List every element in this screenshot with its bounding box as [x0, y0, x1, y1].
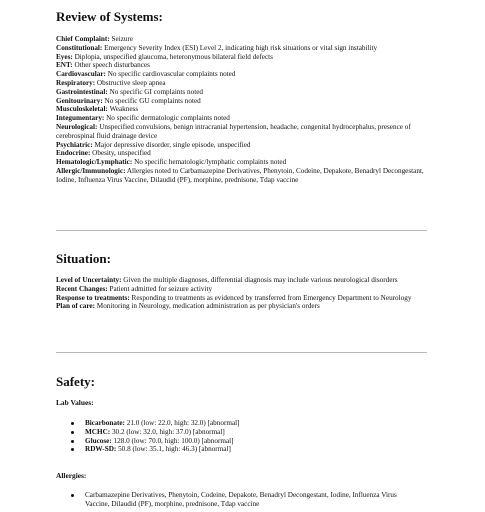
lab-value: 21.0 (low: 22.0, high: 32.0) [abnormal] — [124, 419, 240, 427]
row-value: Patient admitted for seizure activity — [107, 284, 213, 293]
allergy-item: Carbamazepine Derivatives, Phenytoin, Codeine, Depakote, Benadryl Decongestant, Iodine, Influenza Virus Vaccine, Dilaudid (PF), morphine, prednisone, Tdap vaccine — [56, 491, 412, 509]
section-divider — [56, 230, 427, 231]
lab-value: 50.8 (low: 35.1, high: 46.3) [abnormal] — [116, 445, 231, 454]
situation-row — [56, 285, 428, 294]
row-label: ENT: — [56, 61, 73, 70]
row-label: Psychiatric: — [56, 140, 93, 149]
situation-row — [56, 276, 428, 285]
row-label: Plan of care: — [56, 302, 95, 311]
row-value: Other speech disturbances — [72, 61, 150, 70]
row-label: Constitutional: — [56, 43, 103, 52]
situation-list — [56, 276, 428, 311]
lab-value-item — [56, 437, 428, 446]
row-value: Seizure — [109, 35, 134, 43]
allergies-list — [56, 491, 412, 509]
situation-heading: Situation: — [56, 251, 111, 266]
row-value: No specific cardiovascular complaints noted — [105, 70, 236, 79]
row-value: Obstructive sleep apnea — [95, 78, 166, 87]
row-value: No specific dermatologic complaints noted — [104, 114, 230, 123]
situation-row — [56, 302, 428, 311]
review-heading: Review of Systems: — [56, 9, 163, 24]
row-label: Recent Changes: — [56, 284, 108, 293]
lab-values-list — [56, 419, 428, 454]
row-label: Chief Complaint: — [56, 35, 110, 43]
row-value: Weakness — [107, 105, 139, 114]
review-row — [56, 70, 428, 79]
row-label: Hematologic/Lymphatic: — [56, 158, 133, 167]
lab-value: 128.0 (low: 70.0, high: 100.0) [abnormal] — [111, 436, 234, 445]
row-label: Eyes: — [56, 52, 73, 61]
row-value: Monitoring in Neurology, medication administration as per physician's orders — [95, 302, 320, 311]
row-value: Unspecified convulsions, benign intracranial hypertension, headache, congenital hydrocephalus, presence of cerebrospinal fluid drainage device — [56, 122, 411, 140]
row-value: Allergies noted to Carbamazepine Derivatives, Phenytoin, Codeine, Depakote, Benadryl Decongestant, Iodine, Influenza Virus Vaccine, Dilaudid (PF), morphine, prednisone, Tdap vaccine — [56, 166, 424, 184]
review-list — [56, 35, 428, 185]
row-label: Endocrine: — [56, 149, 91, 158]
row-value: Emergency Severity Index (ESI) Level 2, indicating high risk situations or vital sign instability — [102, 43, 378, 52]
lab-value-item — [56, 428, 428, 437]
row-value: No specific GU complaints noted — [102, 96, 201, 105]
review-row — [56, 141, 428, 150]
lab-values-title: Lab Values: — [56, 398, 94, 407]
row-value: Responding to treatments as evidenced by transferred from Emergency Department to Neurology — [129, 293, 412, 302]
lab-value: 30.2 (low: 32.0, high: 37.0) [abnormal] — [110, 427, 225, 436]
safety-heading: Safety: — [56, 374, 95, 389]
review-row — [56, 88, 428, 97]
lab-value-item — [56, 419, 428, 428]
row-label: Neurological: — [56, 122, 98, 131]
row-label: Integumentary: — [56, 114, 105, 123]
row-label: Allergic/Immunologic: — [56, 166, 126, 175]
lab-value-item — [56, 445, 428, 454]
lab-label: Bicarbonate: — [85, 419, 125, 427]
row-label: Level of Uncertainty: — [56, 276, 122, 284]
row-value: Obesity, unspecified — [90, 149, 151, 158]
review-row — [56, 114, 428, 123]
row-value: No specific GI complaints noted — [107, 87, 203, 96]
row-value: Diplopia, unspecified glaucoma, heteronymous bilateral field defects — [72, 52, 273, 61]
row-value: Given the multiple diagnoses, differential diagnosis may include various neurological disorders — [121, 276, 398, 284]
review-row — [56, 79, 428, 88]
allergies-title: Allergies: — [56, 471, 87, 480]
row-value: No specific hematologic/lymphatic complaints noted — [132, 158, 287, 167]
review-row — [56, 167, 428, 185]
review-row — [56, 158, 428, 167]
review-row — [56, 97, 428, 106]
section-divider — [56, 352, 427, 353]
review-row — [56, 149, 428, 158]
review-row — [56, 105, 428, 114]
lab-label: RDW-SD: — [85, 445, 117, 454]
review-row — [56, 44, 428, 53]
row-value: Major depressive disorder, single episode, unspecified — [92, 140, 251, 149]
review-row — [56, 123, 428, 141]
row-label: Genitourinary: — [56, 96, 103, 105]
situation-row — [56, 294, 428, 303]
review-row — [56, 61, 428, 70]
row-label: Respiratory: — [56, 78, 96, 87]
row-label: Musculoskeletal: — [56, 105, 108, 114]
lab-label: MCHC: — [85, 427, 111, 436]
lab-label: Glucose: — [85, 436, 112, 445]
row-label: Cardiovascular: — [56, 70, 106, 79]
review-row — [56, 35, 428, 44]
row-label: Gastrointestinal: — [56, 87, 108, 96]
row-label: Response to treatments: — [56, 293, 130, 302]
review-row — [56, 53, 428, 62]
